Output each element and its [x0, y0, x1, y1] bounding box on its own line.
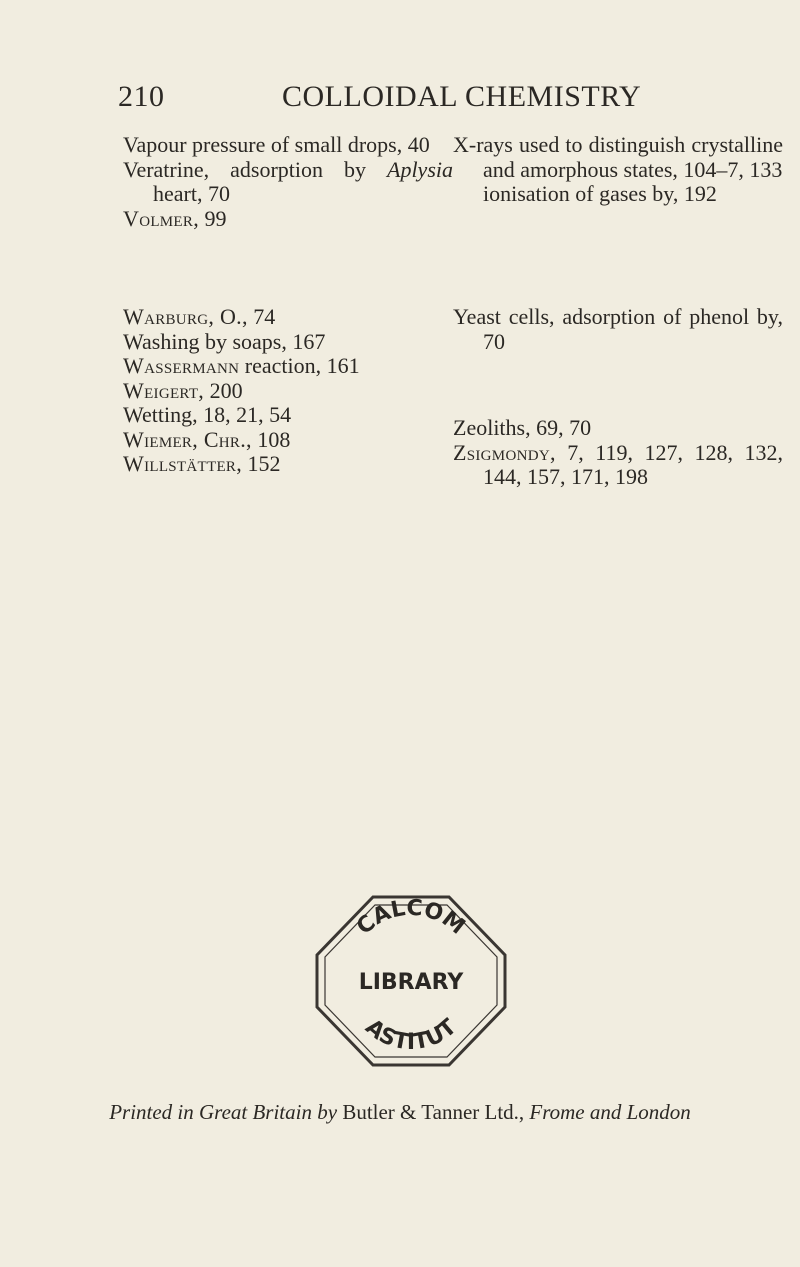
index-entry: Wiemer, Chr., 108 [123, 426, 291, 452]
index-group-z [453, 416, 783, 490]
index-entry: Zeoliths, 69, 70 [453, 415, 592, 440]
index-group-x [453, 133, 783, 207]
index-entry: Yeast cells, adsorption of phenol by, 70 [453, 304, 783, 354]
index-entry: Warburg, O., 74 [123, 304, 276, 329]
library-stamp [311, 893, 511, 1069]
page-number: 210 [118, 80, 165, 113]
index-entry: Wassermann reaction, 161 [123, 353, 360, 378]
index-entry: Vapour pressure of small drops, 40 [123, 132, 430, 157]
stamp-bottom-text: ASTITUT [360, 1014, 462, 1056]
index-group-y [453, 305, 783, 354]
stamp-top-text: CALCOM [352, 895, 470, 940]
index-entry: Willstätter, 152 [123, 451, 281, 476]
italic-term: Aplysia [387, 156, 453, 182]
printer-imprint: Printed in Great Britain by Butler & Tanner Ltd., Frome and London [109, 1100, 691, 1124]
index-entry: Veratrine, adsorption by Aplysia heart, 70 [123, 156, 453, 206]
index-group-w [123, 305, 453, 477]
stamp-center-text: LIBRARY [358, 970, 464, 995]
index-entry: Wetting, 18, 21, 54 [123, 402, 292, 427]
index-entry: Washing by soaps, 167 [123, 328, 326, 354]
index-entry: X-rays used to distinguish crystalline and amorphous states, 104–7, 133 [453, 132, 783, 182]
index-subentry: ionisation of gases by, 192 [483, 181, 717, 206]
index-entry: Volmer, 99 [123, 205, 227, 231]
index-entry: Weigert, 200 [123, 377, 243, 403]
index-entry: Zsigmondy, 7, 119, 127, 128, 132, 144, 157, 171, 198 [453, 439, 783, 489]
page-title: COLLOIDAL CHEMISTRY [282, 80, 642, 113]
index-group-v [123, 133, 453, 231]
